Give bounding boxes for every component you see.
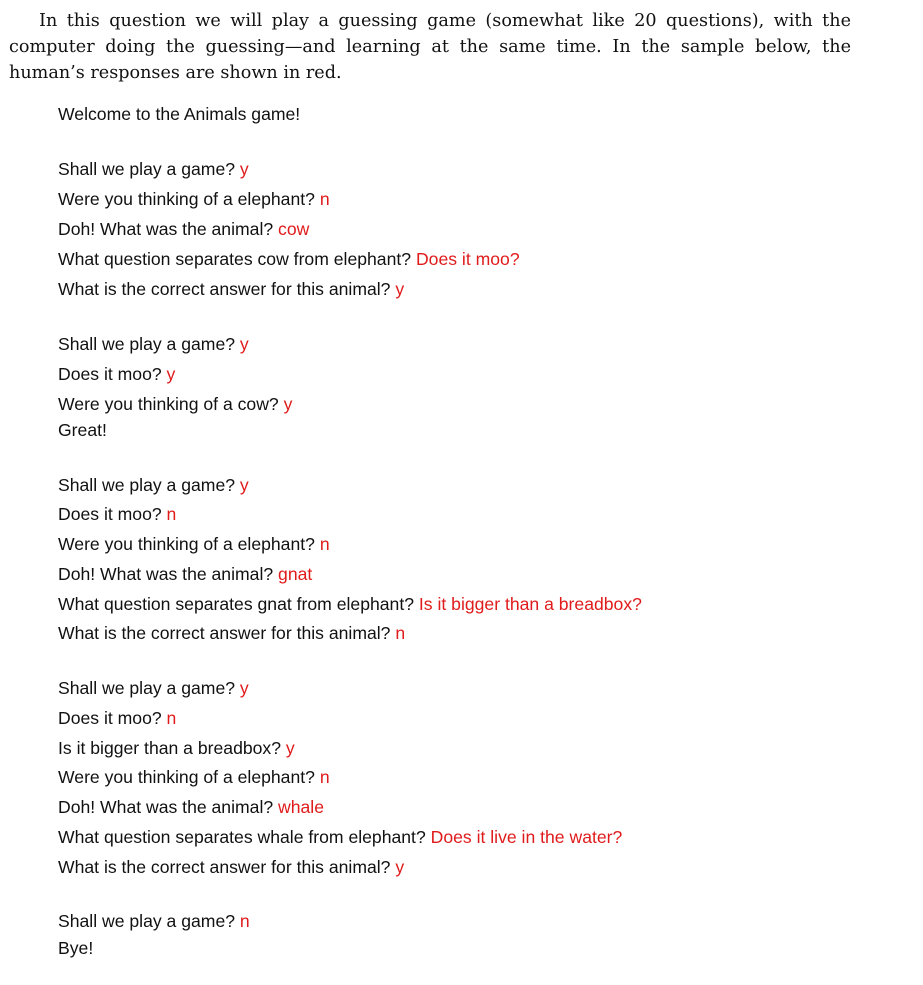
prompt-text: What question separates gnat from elephant? [58, 594, 415, 614]
transcript-line [58, 705, 176, 731]
transcript-line [58, 591, 642, 617]
prompt-text: Shall we play a game? [58, 334, 236, 354]
prompt-text: Shall we play a game? [58, 475, 236, 495]
human-response: y [283, 394, 293, 414]
transcript-line [58, 764, 330, 790]
transcript-line [58, 824, 622, 850]
transcript-line [58, 735, 295, 761]
transcript-line [58, 935, 93, 961]
transcript-line [58, 276, 404, 302]
transcript-line [58, 531, 330, 557]
prompt-text: What is the correct answer for this animal? [58, 857, 391, 877]
transcript-line [58, 361, 175, 387]
prompt-text: Does it moo? [58, 364, 162, 384]
transcript-line [58, 417, 107, 443]
human-response: n [319, 189, 330, 209]
human-response: y [239, 475, 249, 495]
human-response: y [239, 678, 249, 698]
human-response: n [239, 911, 250, 931]
prompt-text: What is the correct answer for this animal? [58, 279, 391, 299]
prompt-text: Were you thinking of a elephant? [58, 189, 315, 209]
prompt-text: Is it bigger than a breadbox? [58, 738, 282, 758]
prompt-text: Bye! [58, 938, 94, 958]
transcript-line [58, 216, 309, 242]
human-response: y [395, 857, 405, 877]
human-response: Does it live in the water? [430, 827, 623, 847]
human-response: whale [278, 797, 325, 817]
human-response: y [285, 738, 295, 758]
transcript-line [58, 186, 330, 212]
prompt-text: Does it moo? [58, 708, 162, 728]
transcript-line [58, 620, 405, 646]
human-response: gnat [278, 564, 313, 584]
prompt-text: Were you thinking of a cow? [58, 394, 279, 414]
prompt-text: Shall we play a game? [58, 678, 236, 698]
transcript-line [58, 156, 249, 182]
intro-paragraph: In this question we will play a guessing game (somewhat like 20 questions), with the computer doing the guessing—and learning at the same time. In the sample below, the human’s responses are shown in red. [9, 11, 851, 83]
prompt-text: Were you thinking of a elephant? [58, 767, 315, 787]
human-response: Is it bigger than a breadbox? [418, 594, 642, 614]
prompt-text: Shall we play a game? [58, 911, 236, 931]
transcript-line [58, 246, 520, 272]
transcript-line [58, 101, 300, 127]
human-response: n [166, 708, 177, 728]
human-response: y [395, 279, 405, 299]
transcript-line [58, 675, 249, 701]
prompt-text: Doh! What was the animal? [58, 797, 274, 817]
transcript-line [58, 561, 312, 587]
human-response: n [395, 623, 406, 643]
prompt-text: Does it moo? [58, 504, 162, 524]
prompt-text: Were you thinking of a elephant? [58, 534, 315, 554]
transcript-line [58, 854, 404, 880]
prompt-text: Shall we play a game? [58, 159, 236, 179]
transcript-line [58, 391, 292, 417]
human-response: y [166, 364, 176, 384]
human-response: n [166, 504, 177, 524]
transcript-line [58, 501, 176, 527]
prompt-text: Doh! What was the animal? [58, 219, 274, 239]
transcript-line [58, 908, 250, 934]
prompt-text: Great! [58, 420, 107, 440]
human-response: n [319, 767, 330, 787]
transcript-line [58, 331, 249, 357]
human-response: n [319, 534, 330, 554]
human-response: y [239, 159, 249, 179]
human-response: Does it moo? [415, 249, 520, 269]
human-response: cow [278, 219, 310, 239]
prompt-text: Doh! What was the animal? [58, 564, 274, 584]
human-response: y [239, 334, 249, 354]
prompt-text: What is the correct answer for this animal? [58, 623, 391, 643]
prompt-text: Welcome to the Animals game! [58, 104, 301, 124]
prompt-text: What question separates cow from elephant? [58, 249, 412, 269]
transcript-line [58, 472, 249, 498]
transcript-line [58, 794, 324, 820]
prompt-text: What question separates whale from elephant? [58, 827, 426, 847]
